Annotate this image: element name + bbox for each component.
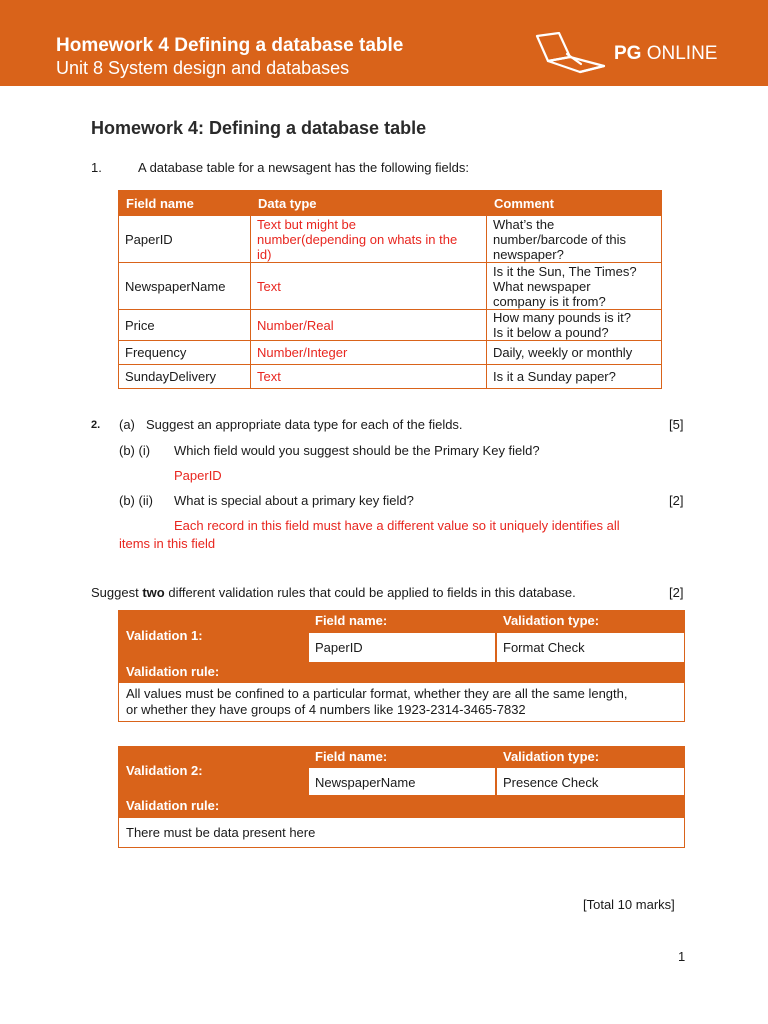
data-type-cell: Text: [251, 365, 487, 389]
comment-line: newspaper?: [493, 246, 564, 262]
question-2-number: 2.: [91, 419, 101, 431]
field-name-cell: PaperID: [119, 216, 251, 263]
field-name-cell: NewspaperName: [119, 263, 251, 310]
header-subtitle: Unit 8 System design and databases: [56, 58, 350, 78]
validation-label: Validation 1:: [126, 628, 203, 643]
question-2a-text: Suggest an appropriate data type for each of the fields.: [146, 417, 463, 432]
field-name-cell: Price: [119, 310, 251, 341]
comment-line: How many pounds is it?: [493, 310, 632, 325]
comment-cell: [487, 263, 662, 310]
validation-type-label: Validation type:: [503, 749, 600, 764]
question-2bii-text: What is special about a primary key field?: [174, 493, 414, 508]
logo-bold-text: PG: [614, 43, 642, 64]
validation-type-value: Presence Check: [496, 767, 685, 796]
field-name-value: PaperID: [308, 632, 496, 663]
field-name-label: Field name:: [315, 749, 388, 764]
question-2bii-label: (b) (ii): [119, 493, 153, 508]
table-row: [119, 341, 662, 365]
comment-line: What’s the: [493, 216, 555, 232]
comment-line: Is it the Sun, The Times?: [493, 263, 637, 279]
validation-rule-value: [118, 682, 685, 722]
validation-rule-label: Validation rule:: [126, 798, 220, 813]
fields-table: [118, 190, 662, 389]
column-header: Field name: [119, 191, 251, 216]
comment-line: number/barcode of this: [493, 231, 626, 247]
comment-line: Is it below a pound?: [493, 325, 609, 340]
field-name-cell: Frequency: [119, 341, 251, 365]
validation-box-1: [118, 610, 685, 722]
field-name-label: Field name:: [315, 613, 388, 628]
validation-type-label: Validation type:: [503, 613, 600, 628]
validation-rule-line: or whether they have groups of 4 numbers like 1923-2314-3465-7832: [126, 702, 526, 717]
question-2bii-answer-line-2: items in this field: [119, 536, 216, 551]
comment-cell: Is it a Sunday paper?: [487, 365, 662, 389]
column-header: Comment: [487, 191, 662, 216]
question-2bi-answer: PaperID: [174, 468, 222, 483]
question-3-text: [91, 585, 576, 601]
total-marks: [Total 10 marks]: [583, 897, 675, 912]
table-row: [119, 216, 662, 263]
data-type-line: number(depending on whats in the: [257, 231, 458, 247]
data-type-cell: [251, 216, 487, 263]
question-2bi-label: (b) (i): [119, 443, 151, 458]
question-2bi-text: Which field would you suggest should be the Primary Key field?: [174, 443, 540, 458]
validation-rule-line: There must be data present here: [126, 825, 316, 840]
validation-rule-value: [118, 817, 685, 848]
question-2bii-marks: [2]: [669, 493, 684, 508]
data-type-line: Text but might be: [257, 216, 356, 232]
question-3-marks: [2]: [669, 585, 684, 600]
column-header: Data type: [251, 191, 487, 216]
comment-cell: Daily, weekly or monthly: [487, 341, 662, 365]
question-3-text-bold: two: [142, 585, 165, 600]
page-heading: Homework 4: Defining a database table: [91, 118, 427, 138]
validation-rule-label: Validation rule:: [126, 664, 220, 679]
field-name-value: NewspaperName: [308, 767, 496, 796]
data-type-cell: Number/Integer: [251, 341, 487, 365]
header-title: Homework 4 Defining a database table: [56, 35, 404, 56]
question-1-number: 1.: [91, 160, 102, 175]
pg-online-logo: [534, 32, 724, 74]
validation-label: Validation 2:: [126, 763, 203, 778]
question-3-text-pre: Suggest: [91, 585, 139, 600]
table-row: [119, 310, 662, 341]
header-banner: [0, 0, 768, 86]
validation-rule-line: All values must be confined to a particular format, whether they are all the same length,: [126, 686, 628, 701]
question-3-text-post: different validation rules that could be applied to fields in this database.: [168, 585, 576, 600]
data-type-line: id): [257, 246, 272, 262]
comment-line: company is it from?: [493, 293, 606, 309]
data-type-cell: Text: [251, 263, 487, 310]
laptop-icon: [534, 32, 610, 74]
question-2a-label: (a): [119, 417, 135, 432]
comment-line: What newspaper: [493, 278, 591, 294]
question-2bii-answer-line-1: Each record in this field must have a different value so it uniquely identifies all: [174, 518, 620, 533]
question-2a-marks: [5]: [669, 417, 684, 432]
logo-text: ONLINE: [646, 43, 718, 64]
validation-box-2: [118, 746, 685, 848]
validation-type-value: Format Check: [496, 632, 685, 663]
comment-cell: [487, 310, 662, 341]
data-type-cell: Number/Real: [251, 310, 487, 341]
comment-cell: [487, 216, 662, 263]
question-1-text: A database table for a newsagent has the following fields:: [138, 160, 469, 175]
table-header-row: [119, 191, 662, 216]
page-number: 1: [678, 949, 686, 964]
table-row: [119, 365, 662, 389]
field-name-cell: SundayDelivery: [119, 365, 251, 389]
table-row: [119, 263, 662, 310]
